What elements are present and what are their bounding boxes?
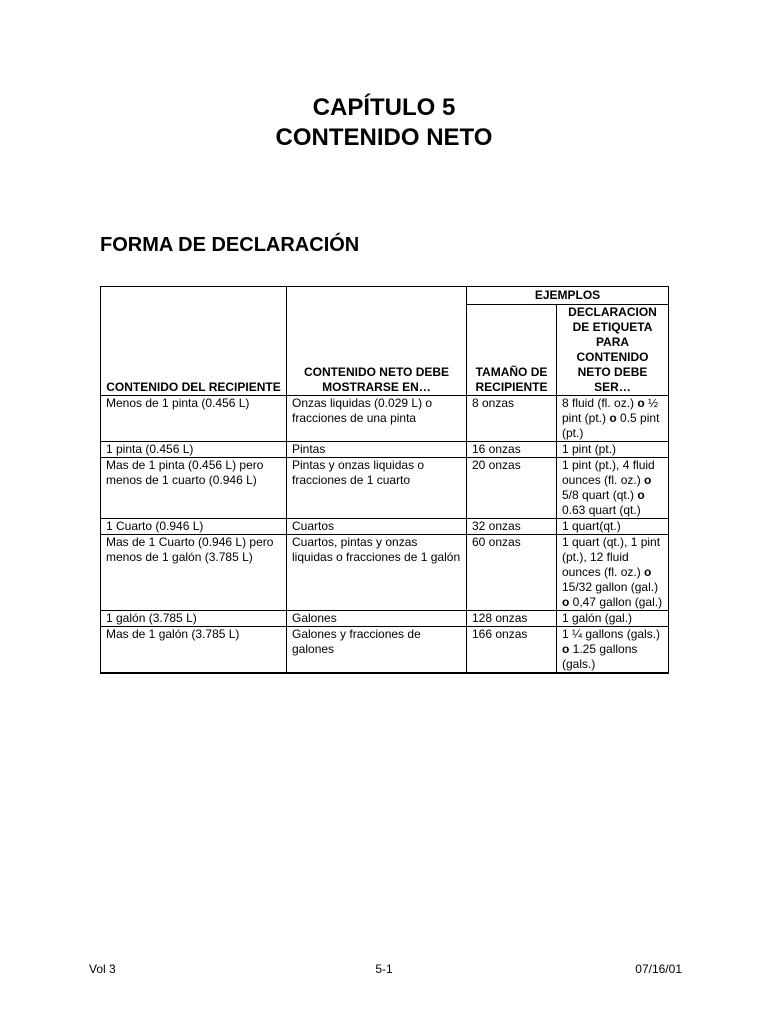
table-row: [101, 396, 669, 442]
conjunction-text: o: [644, 473, 652, 487]
declaration-table: [100, 286, 669, 674]
declaration-text: 15/32 gallon (gal.): [562, 580, 659, 594]
conjunction-text: o: [562, 642, 570, 656]
cell-contenido: Mas de 1 pinta (0.456 L) pero menos de 1 cuarto (0.946 L): [101, 458, 287, 519]
header-contenido: CONTENIDO DEL RECIPIENTE: [101, 287, 287, 396]
declaration-text: 1 pint (pt.): [562, 442, 617, 456]
declaration-text: 1 galón (gal.): [562, 611, 633, 625]
declaration-text: 1 pint (pt.), 4 fluid ounces (fl. oz.): [562, 458, 655, 487]
cell-contenido: Mas de 1 Cuarto (0.946 L) pero menos de 1 galón (3.785 L): [101, 535, 287, 611]
table-row: [101, 519, 669, 535]
table-row: [101, 535, 669, 611]
cell-contenido-neto: Galones: [287, 611, 467, 627]
cell-contenido-neto: Galones y fracciones de galones: [287, 627, 467, 674]
cell-contenido-neto: Cuartos: [287, 519, 467, 535]
declaration-text: 0.63 quart (qt.): [562, 503, 641, 517]
cell-declaracion: [557, 535, 669, 611]
conjunction-text: o: [609, 411, 617, 425]
table-row: [101, 611, 669, 627]
header-ejemplos: EJEMPLOS: [467, 287, 669, 305]
table-row: [101, 442, 669, 458]
cell-declaracion: [557, 627, 669, 674]
cell-tamano: 128 onzas: [467, 611, 557, 627]
conjunction-text: o: [637, 396, 645, 410]
cell-contenido: Mas de 1 galón (3.785 L): [101, 627, 287, 674]
declaration-text: 5/8 quart (qt.): [562, 488, 638, 502]
chapter-title: CONTENIDO NETO: [275, 124, 493, 151]
cell-declaracion: [557, 396, 669, 442]
cell-tamano: 166 onzas: [467, 627, 557, 674]
cell-contenido: 1 Cuarto (0.946 L): [101, 519, 287, 535]
section-title: FORMA DE DECLARACIÓN: [100, 234, 360, 256]
footer-page-number: 5-1: [375, 962, 393, 976]
cell-contenido-neto: Cuartos, pintas y onzas liquidas o fracciones de 1 galón: [287, 535, 467, 611]
cell-contenido: 1 galón (3.785 L): [101, 611, 287, 627]
cell-contenido: 1 pinta (0.456 L): [101, 442, 287, 458]
footer-date: 07/16/01: [635, 962, 682, 976]
declaration-text: 8 fluid (fl. oz.): [562, 396, 638, 410]
cell-tamano: 60 onzas: [467, 535, 557, 611]
conjunction-text: o: [637, 488, 645, 502]
footer-volume: Vol 3: [89, 962, 116, 976]
conjunction-text: o: [644, 565, 652, 579]
conjunction-text: o: [562, 595, 570, 609]
header-tamano: TAMAÑO DE RECIPIENTE: [467, 305, 557, 396]
header-contenido-neto: CONTENIDO NETO DEBE MOSTRARSE EN…: [287, 287, 467, 396]
declaration-text: 1 quart(qt.): [562, 519, 621, 533]
cell-tamano: 8 onzas: [467, 396, 557, 442]
cell-contenido-neto: Onzas liquidas (0.029 L) o fracciones de una pinta: [287, 396, 467, 442]
declaration-text: 1 quart (qt.), 1 pint (pt.), 12 fluid ounces (fl. oz.): [562, 535, 661, 579]
declaration-text: 0,47 gallon (gal.): [569, 595, 663, 609]
cell-contenido-neto: Pintas y onzas liquidas o fracciones de 1 cuarto: [287, 458, 467, 519]
cell-tamano: 20 onzas: [467, 458, 557, 519]
table-row: [101, 458, 669, 519]
declaration-text: ½ pint (pt.): [562, 396, 659, 425]
declaration-text: 1 ¼ gallons (gals.): [562, 627, 661, 641]
table-row: [101, 627, 669, 674]
cell-contenido-neto: Pintas: [287, 442, 467, 458]
cell-declaracion: [557, 458, 669, 519]
cell-declaracion: [557, 611, 669, 627]
cell-tamano: 16 onzas: [467, 442, 557, 458]
cell-contenido: Menos de 1 pinta (0.456 L): [101, 396, 287, 442]
cell-declaracion: [557, 519, 669, 535]
cell-declaracion: [557, 442, 669, 458]
cell-tamano: 32 onzas: [467, 519, 557, 535]
declaration-text: 1.25 gallons (gals.): [562, 642, 638, 671]
declaration-text: 0.5 pint (pt.): [562, 411, 660, 440]
header-declaracion: DECLARACION DE ETIQUETA PARA CONTENIDO NETO DEBE SER…: [557, 305, 669, 396]
chapter-heading: CAPÍTULO 5: [312, 94, 456, 121]
